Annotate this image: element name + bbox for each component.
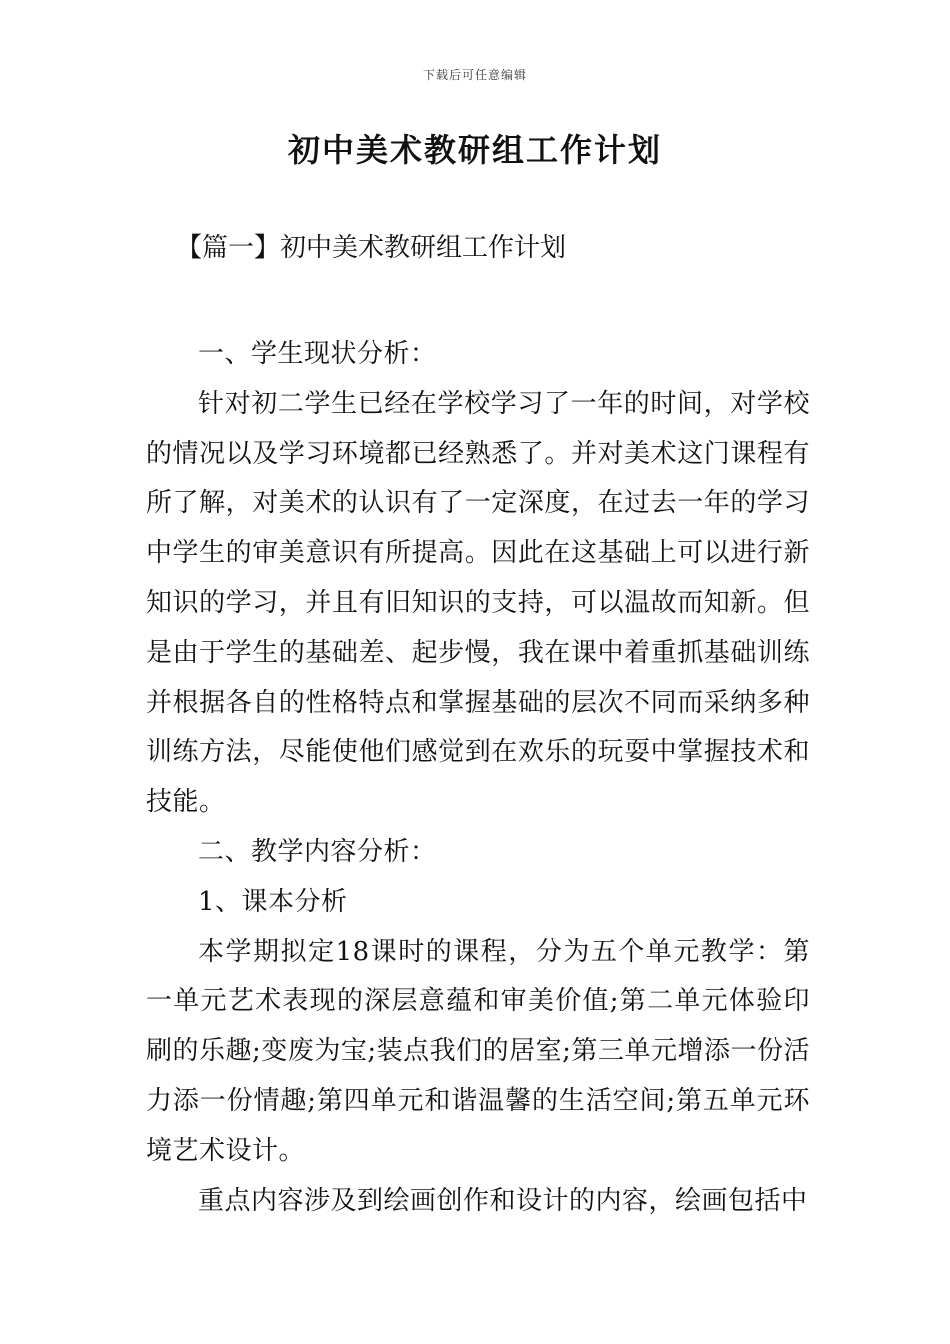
document-body <box>146 330 810 1226</box>
subsection-heading-textbook: 1、课本分析 <box>198 886 348 917</box>
paragraph-key-content: 重点内容涉及到绘画创作和设计的内容，绘画包括中 <box>198 1185 808 1216</box>
section-heading-student-analysis: 一、学生现状分析： <box>198 339 437 369</box>
header-note: 下载后可任意编辑 <box>422 68 527 82</box>
paragraph-textbook-units: 本学期拟定18课时的课程，分为五个单元教学：第一单元艺术表现的深层意蕴和审美价值;第二单元体验印刷的乐趣;变废为宝;装点我们的居室;第三单元增添一份活力添一份情趣;第四单元和谐温馨的生活空间;第五单元环境艺术设计。 <box>146 936 810 1166</box>
paragraph-student-analysis: 针对初二学生已经在学校学习了一年的时间，对学校的情况以及学习环境都已经熟悉了。并对美术这门课程有所了解，对美术的认识有了一定深度，在过去一年的学习中学生的审美意识有所提高。因此在这基础上可以进行新知识的学习，并且有旧知识的支持，可以温故而知新。但是由于学生的基础差、起步慢，我在课中着重抓基础训练并根据各自的性格特点和掌握基础的层次不同而采纳多种训练方法，尽能使他们感觉到在欢乐的玩耍中掌握技术和技能。 <box>146 388 810 818</box>
document-title: 初中美术教研组工作计划 <box>287 131 662 169</box>
section-heading-content-analysis: 二、教学内容分析： <box>198 836 437 867</box>
section-subtitle: 【篇一】初中美术教研组工作计划 <box>176 233 567 263</box>
